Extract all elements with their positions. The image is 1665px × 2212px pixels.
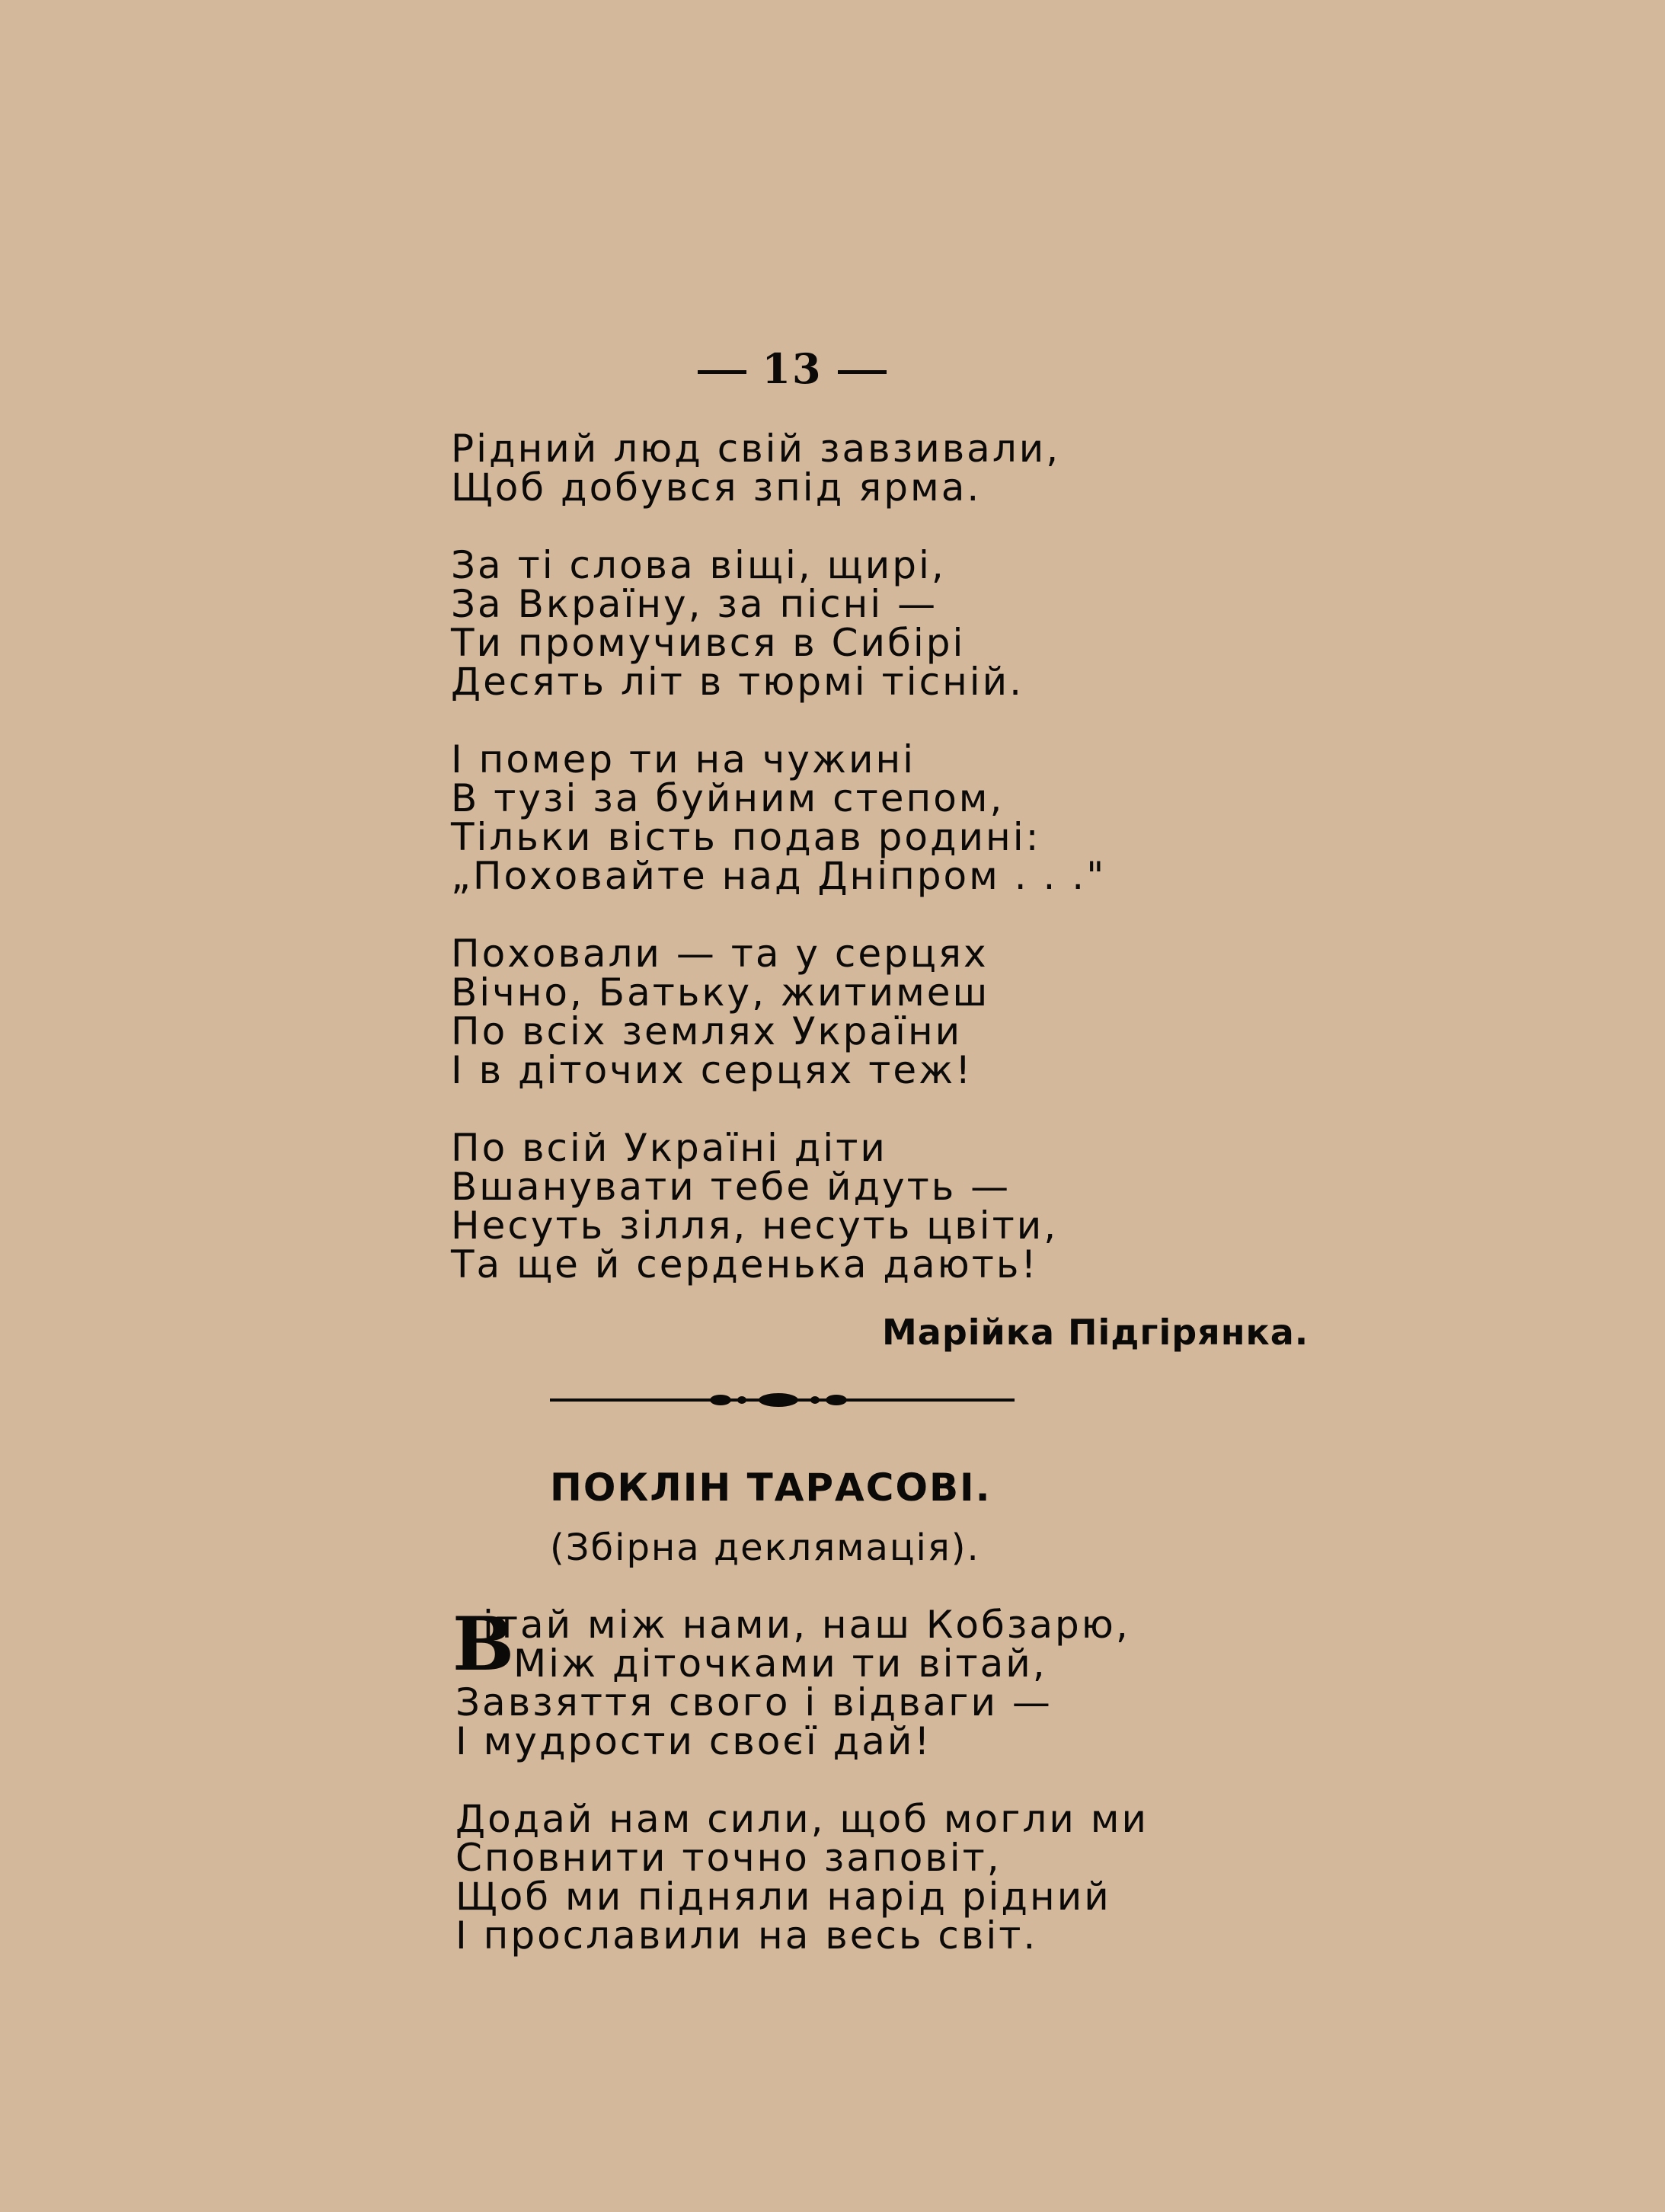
drop-cap: В [452,1601,517,1687]
poem-line: І в діточих серцях теж! [451,1048,973,1092]
poem-line: Та ще й серденька дають! [451,1242,1039,1287]
poem-line: Вшанувати тебе йдуть — [451,1165,1011,1209]
stanza-3 [451,737,1107,898]
poem-line: По всій Україні діти [451,1126,887,1170]
page-number-dash-right [838,370,887,374]
ornament-divider-icon [550,1385,1015,1415]
stanza-2 [451,543,1106,704]
poem-line: Поховали — та у серцях [451,932,989,976]
stanza-1 [451,427,1106,510]
poem-line: Тільки вість подав родині: [451,815,1041,859]
poem-line: Завзяття свого і відваги — [455,1680,1053,1725]
poem-subtitle: (Збірна деклямація). [550,1526,980,1569]
stanza-5 [451,1126,1106,1287]
poem-line: За ті слова віщі, щирі, [451,543,946,587]
poem-title: ПОКЛІН ТАРАСОВІ. [550,1466,992,1510]
poem-line: По всіх землях України [451,1009,963,1053]
poem-line: Десять літ в тюрмі тісній. [451,660,1024,704]
poem-line: Щоб ми підняли нарід рідний [455,1875,1111,1919]
poem-line: Щоб добувся зпід ярма. [451,465,982,510]
author-signature: Марійка Підгірянка. [882,1312,1309,1353]
poem-line: Вічно, Батьку, житимеш [451,970,990,1015]
stanza-1 [452,1601,1149,1763]
poem-line: Ти промучився в Сибірі [451,621,966,665]
poem-line: І мудрости своєї дай! [455,1719,932,1763]
page-number-dash-left [698,370,746,374]
poem-poklin-tarasovi [452,1601,1149,1958]
stanza-4 [451,932,1106,1092]
page-number-value: 13 [762,344,823,393]
page-number [0,344,1584,393]
poem-line: „Поховайте над Дніпром . . ." [451,854,1107,898]
stanza-2 [455,1797,1149,1958]
poem-line: Несуть зілля, несуть цвіти, [451,1203,1059,1248]
poem-line: Сповнити точно заповіт, [455,1836,1002,1880]
poem-line: Рідний люд свій завзивали, [451,427,1061,471]
poem-line: Додай нам сили, щоб могли ми [455,1797,1149,1841]
poem-podgiryanka [451,427,1107,1287]
poem-line: Між діточками ти вітай, [513,1641,1047,1686]
poem-line: За Вкраїну, за пісні — [451,582,938,626]
poem-line: І помер ти на чужині [451,737,916,782]
poem-line: В тузі за буйним степом, [451,776,1005,820]
poem-line: І прославили на весь світ. [455,1913,1038,1958]
poem-line: ітай між нами, наш Кобзарю, [483,1603,1130,1647]
